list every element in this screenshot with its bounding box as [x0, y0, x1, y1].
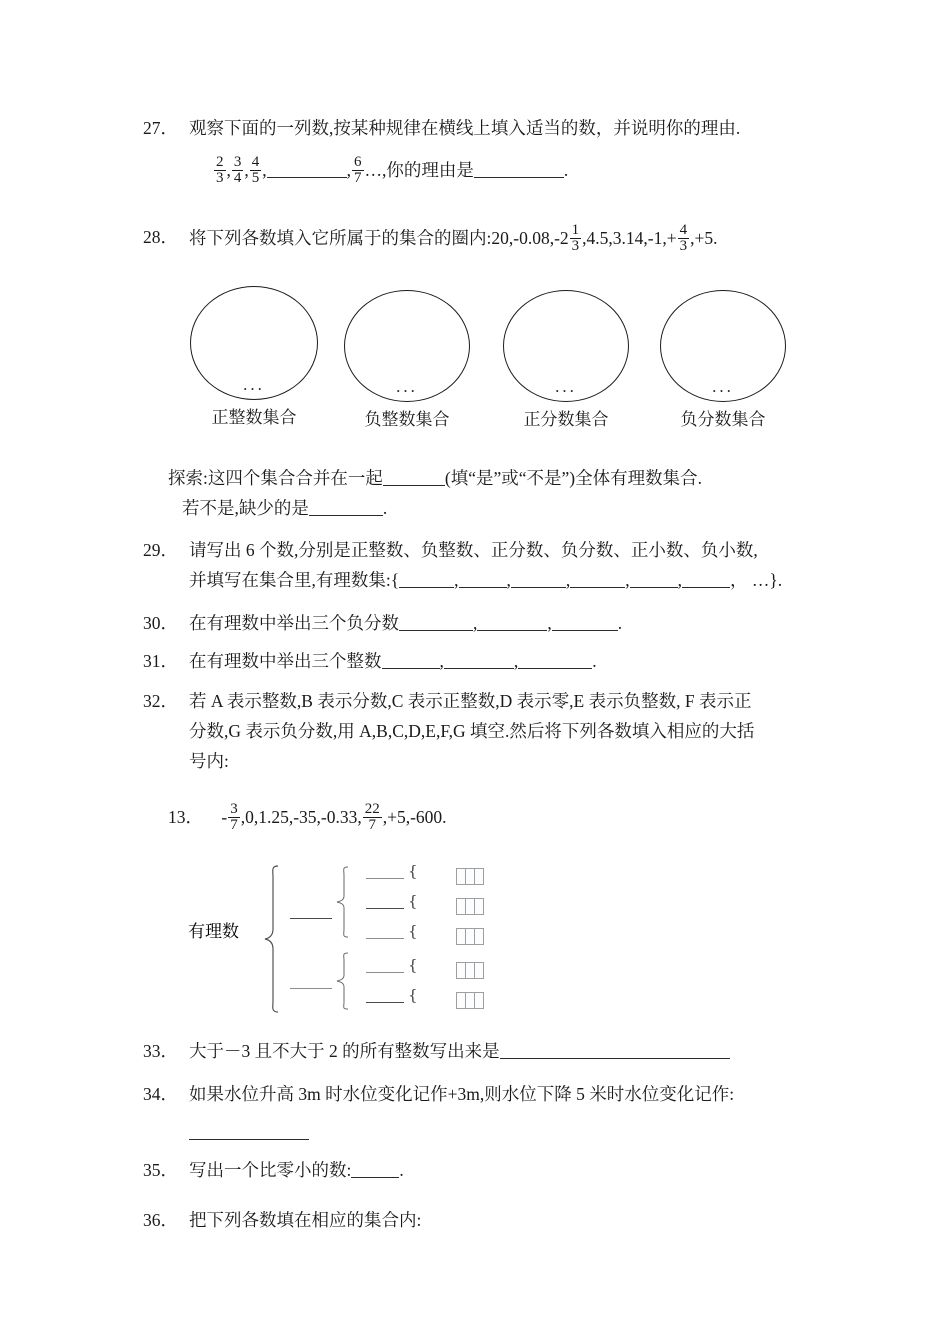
- number-list-index: 13．: [168, 807, 203, 827]
- answer-blank-31-1[interactable]: [382, 654, 440, 669]
- sequence-comma-3: ,: [262, 160, 267, 180]
- answer-blank-33[interactable]: [500, 1044, 730, 1059]
- question-31-text: 在有理数中举出三个整数: [189, 651, 382, 671]
- set-circle-1[interactable]: [190, 286, 318, 427]
- sequence-comma-2: ,: [244, 160, 249, 180]
- question-29: [143, 535, 843, 595]
- set-circle-4[interactable]: [660, 290, 786, 429]
- answer-bracket-placeholder-1[interactable]: [456, 868, 483, 885]
- explore-line-1: [168, 463, 848, 493]
- set-circle-1-shape[interactable]: [190, 286, 318, 400]
- question-32-line-3: 号内:: [189, 751, 229, 771]
- answer-blank-34[interactable]: [189, 1125, 309, 1140]
- question-27-number: 27．: [143, 118, 178, 138]
- question-36-line-1: 把下列各数填在相应的集合内:: [189, 1210, 422, 1230]
- fraction-6-7: $\frac{6}{7}$: [354, 154, 362, 187]
- answer-bracket-placeholder-5[interactable]: [456, 992, 483, 1009]
- explore-line-2-b: .: [382, 498, 388, 518]
- question-33-line-1: [189, 1036, 903, 1066]
- set-circle-2-dots: ...: [396, 377, 418, 396]
- leaf-blank-5[interactable]: [366, 1002, 404, 1003]
- branch-line-2[interactable]: [290, 988, 332, 989]
- answer-blank-31-3[interactable]: [518, 654, 592, 669]
- question-28-number: 28．: [143, 227, 178, 247]
- question-32-line-1: 若 A 表示整数,B 表示分数,C 表示正整数,D 表示零,E 表示负整数, F 表示正: [189, 691, 752, 711]
- question-35: [143, 1155, 903, 1185]
- question-28-text-b: ,4.5,3.14,-1,+: [582, 228, 677, 248]
- leaf-bracket-4-icon: {: [408, 956, 418, 974]
- question-33: [143, 1036, 903, 1066]
- inner-brace-2-icon: [334, 952, 352, 1010]
- answer-blank-explore-2[interactable]: [309, 501, 383, 516]
- number-list-middle: ,0,1.25,-35,-0.33,: [240, 807, 362, 827]
- answer-blank-30-2[interactable]: [477, 616, 547, 631]
- set-circle-3[interactable]: [503, 290, 629, 429]
- question-30: [143, 608, 843, 638]
- set-circle-4-shape[interactable]: [660, 290, 786, 402]
- answer-bracket-placeholder-2[interactable]: [456, 898, 483, 915]
- question-31-line-1: 在有理数中举出三个整数 , , .: [189, 651, 597, 671]
- question-35-line-1: [189, 1155, 903, 1185]
- question-27-text: 观察下面的一列数,按某种规律在横线上填入适当的数，并说明你的理由.: [189, 118, 741, 138]
- explore-line-1-b: (填“是”或“不是”)全体有理数集合.: [444, 468, 702, 488]
- answer-blank-29-2[interactable]: [459, 573, 507, 588]
- explore-line-2-a: 若不是,缺少的是: [182, 498, 309, 518]
- set-circle-1-label: 正整数集合: [211, 408, 297, 427]
- question-35-period: .: [399, 1160, 404, 1180]
- set-circle-2[interactable]: [344, 290, 470, 429]
- answer-blank-29-4[interactable]: [570, 573, 625, 588]
- question-27: [143, 113, 833, 188]
- question-33-number: 33．: [143, 1041, 178, 1061]
- question-34: [143, 1079, 903, 1147]
- answer-bracket-placeholder-3[interactable]: [456, 928, 483, 945]
- question-30-text: 在有理数中举出三个负分数: [189, 613, 399, 633]
- answer-blank-sequence[interactable]: [267, 163, 347, 178]
- leaf-bracket-3-icon: {: [408, 922, 418, 940]
- set-circle-1-dots: ...: [243, 375, 265, 394]
- inner-brace-1-icon: [334, 866, 352, 938]
- fraction-4-5: $\frac{4}{5}$: [251, 154, 260, 187]
- question-27-period: .: [563, 160, 569, 180]
- leaf-blank-4[interactable]: [366, 972, 404, 973]
- answer-blank-explore-1[interactable]: [383, 471, 445, 486]
- question-35-text: 写出一个比零小的数:: [189, 1160, 352, 1180]
- answer-blank-35[interactable]: [351, 1163, 399, 1178]
- question-35-number: 35．: [143, 1160, 178, 1180]
- question-29-number: 29．: [143, 540, 178, 560]
- question-31: [143, 646, 843, 676]
- question-32-number: 32．: [143, 691, 178, 711]
- question-33-text: 大于－3 且不大于 2 的所有整数写出来是: [189, 1041, 500, 1061]
- rational-number-brace-tree: [188, 862, 548, 1017]
- sequence-comma-1: ,: [226, 160, 231, 180]
- question-28-text: [189, 222, 843, 256]
- question-32: [143, 686, 843, 776]
- number-list-tail: ,+5,-600.: [382, 807, 447, 827]
- set-circle-3-shape[interactable]: [503, 290, 629, 402]
- question-30-period: .: [617, 613, 623, 633]
- leaf-bracket-5-icon: {: [408, 986, 418, 1004]
- leaf-blank-2[interactable]: [366, 908, 404, 909]
- question-31-number: 31．: [143, 651, 178, 671]
- number-list-minus: -: [221, 807, 228, 827]
- answer-blank-29-1[interactable]: [399, 573, 454, 588]
- leaf-bracket-2-icon: {: [408, 892, 418, 910]
- question-28-explore: [168, 463, 848, 523]
- set-circle-3-dots: ...: [555, 377, 577, 396]
- question-29-line-2: 并填写在集合里,有理数集:{ , , , , , ， …}.: [189, 570, 783, 590]
- answer-blank-30-1[interactable]: [399, 616, 473, 631]
- set-circle-3-label: 正分数集合: [523, 410, 609, 429]
- answer-bracket-placeholder-4[interactable]: [456, 962, 483, 979]
- question-34-line-2: [189, 1117, 903, 1147]
- leaf-blank-3[interactable]: [366, 938, 404, 939]
- question-29-line-1: 请写出 6 个数,分别是正整数、负整数、正分数、负分数、正小数、负小数,: [189, 540, 758, 560]
- answer-blank-29-6[interactable]: [682, 573, 730, 588]
- question-28-text-a: 将下列各数填入它所属于的集合的圈内:20,-0.08,-2: [189, 228, 569, 248]
- question-28: [143, 222, 843, 256]
- answer-blank-reason[interactable]: [474, 163, 564, 178]
- answer-blank-30-3[interactable]: [552, 616, 618, 631]
- mixed-fraction-1-3: $\frac{1}{3}$: [571, 222, 580, 255]
- branch-line-1[interactable]: [290, 918, 332, 919]
- outer-brace-icon: [262, 865, 284, 1013]
- set-circle-4-dots: ...: [712, 377, 734, 396]
- question-31-period: .: [592, 651, 597, 671]
- question-32-number-list: [168, 800, 868, 835]
- fraction-3-4: $\frac{3}{4}$: [233, 154, 242, 187]
- question-29-line-2-b: ， …}.: [730, 570, 783, 590]
- question-27-tail: …,你的理由是: [364, 160, 474, 180]
- answer-blank-29-5[interactable]: [630, 573, 678, 588]
- set-circle-2-shape[interactable]: [344, 290, 470, 402]
- explore-line-1-a: 探索:这四个集合合并在一起: [168, 468, 383, 488]
- leaf-blank-1[interactable]: [366, 878, 404, 879]
- answer-blank-29-3[interactable]: [511, 573, 566, 588]
- fraction-3-7: $\frac{3}{7}$: [230, 801, 238, 834]
- question-34-line-1: 如果水位升高 3m 时水位变化记作+3m,则水位下降 5 米时水位变化记作:: [189, 1084, 735, 1104]
- question-30-number: 30．: [143, 613, 178, 633]
- explore-line-2: [182, 493, 848, 523]
- sequence-comma-4: ,: [346, 160, 351, 180]
- set-circle-2-label: 负整数集合: [364, 410, 450, 429]
- question-32-line-2: 分数,G 表示负分数,用 A,B,C,D,E,F,G 填空.然后将下列各数填入相应的大括: [189, 721, 755, 741]
- question-36: [143, 1205, 903, 1235]
- question-27-sequence: [213, 155, 833, 188]
- leaf-bracket-1-icon: {: [408, 862, 418, 880]
- set-circle-4-label: 负分数集合: [680, 410, 766, 429]
- question-34-number: 34．: [143, 1084, 178, 1104]
- answer-blank-31-2[interactable]: [444, 654, 514, 669]
- fraction-2-3: $\frac{2}{3}$: [216, 154, 224, 187]
- question-29-line-2-a: 并填写在集合里,有理数集:{: [189, 570, 400, 590]
- question-28-text-c: ,+5.: [690, 228, 718, 248]
- question-30-line-1: 在有理数中举出三个负分数 , , .: [189, 613, 623, 633]
- tree-root-label: 有理数: [188, 922, 239, 941]
- mixed-fraction-4-3: $\frac{4}{3}$: [679, 222, 688, 255]
- fraction-22-7: $\frac{22}{7}$: [364, 801, 380, 834]
- question-36-number: 36．: [143, 1210, 178, 1230]
